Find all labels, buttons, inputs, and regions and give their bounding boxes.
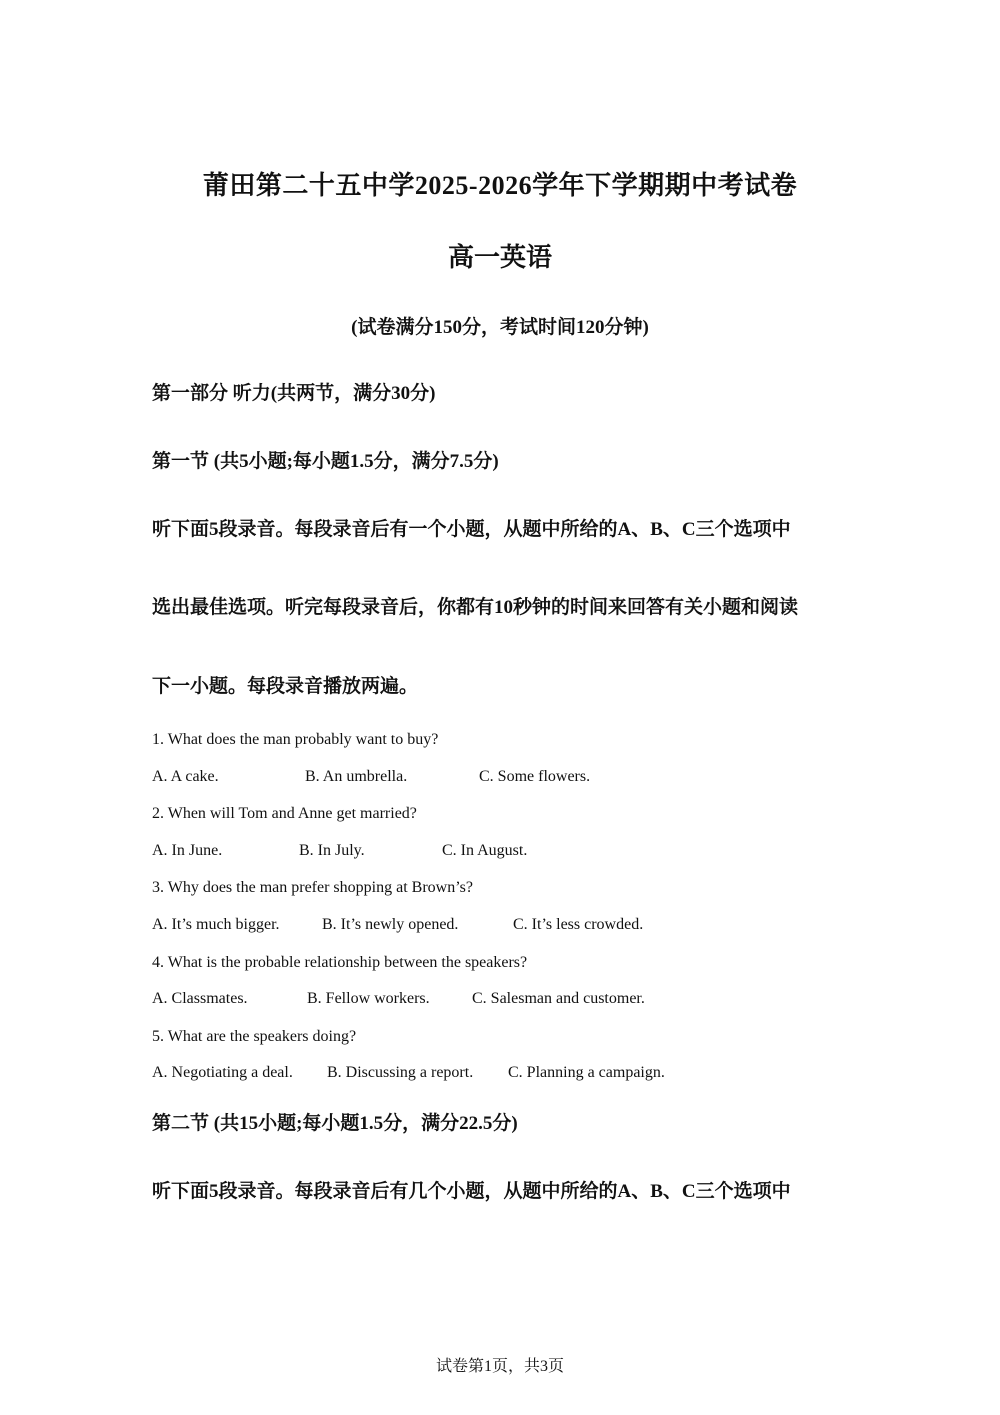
- section1-heading: 第一节 (共5小题;每小题1.5分，满分7.5分): [152, 451, 499, 472]
- section1-instruction-line: 听下面5段录音。每段录音后有一个小题，从题中所给的A、B、C三个选项中: [152, 519, 791, 540]
- exam-title: 莆田第二十五中学2025-2026学年下学期期中考试卷: [202, 171, 798, 200]
- option-c: C. In August.: [442, 842, 528, 859]
- exam-subject: 高一英语: [447, 243, 552, 272]
- question-4-stem: 4. What is the probable relationship between the speakers?: [152, 954, 528, 971]
- option-c: C. Salesman and customer.: [472, 990, 645, 1007]
- option-b: B. Discussing a report.: [327, 1064, 474, 1081]
- question-1-stem: 1. What does the man probably want to buy?: [152, 731, 439, 748]
- option-a: A. It’s much bigger.: [152, 916, 280, 933]
- option-c: C. Planning a campaign.: [508, 1064, 665, 1081]
- option-c: C. Some flowers.: [479, 768, 591, 785]
- option-b: B. It’s newly opened.: [322, 916, 459, 933]
- option-b: B. In July.: [299, 842, 365, 859]
- option-a: A. A cake.: [152, 768, 219, 785]
- score-note: (试卷满分150分，考试时间120分钟): [351, 317, 649, 338]
- option-a: A. Classmates.: [152, 990, 248, 1007]
- option-c: C. It’s less crowded.: [513, 916, 644, 933]
- option-b: B. An umbrella.: [305, 768, 408, 785]
- section2-heading: 第二节 (共15小题;每小题1.5分，满分22.5分): [152, 1113, 518, 1134]
- option-a: A. In June.: [152, 842, 223, 859]
- section1-instruction-line: 下一小题。每段录音播放两遍。: [152, 676, 419, 697]
- section2-instruction-line: 听下面5段录音。每段录音后有几个小题，从题中所给的A、B、C三个选项中: [152, 1181, 791, 1202]
- part1-heading: 第一部分 听力(共两节，满分30分): [152, 383, 436, 404]
- section1-instruction-line: 选出最佳选项。听完每段录音后，你都有10秒钟的时间来回答有关小题和阅读: [152, 597, 799, 618]
- page-footer: 试卷第1页，共3页: [435, 1358, 564, 1375]
- option-a: A. Negotiating a deal.: [152, 1064, 293, 1081]
- question-2-stem: 2. When will Tom and Anne get married?: [152, 805, 417, 822]
- option-b: B. Fellow workers.: [307, 990, 430, 1007]
- question-5-stem: 5. What are the speakers doing?: [152, 1028, 357, 1045]
- question-3-stem: 3. Why does the man prefer shopping at Brown’s?: [152, 879, 473, 896]
